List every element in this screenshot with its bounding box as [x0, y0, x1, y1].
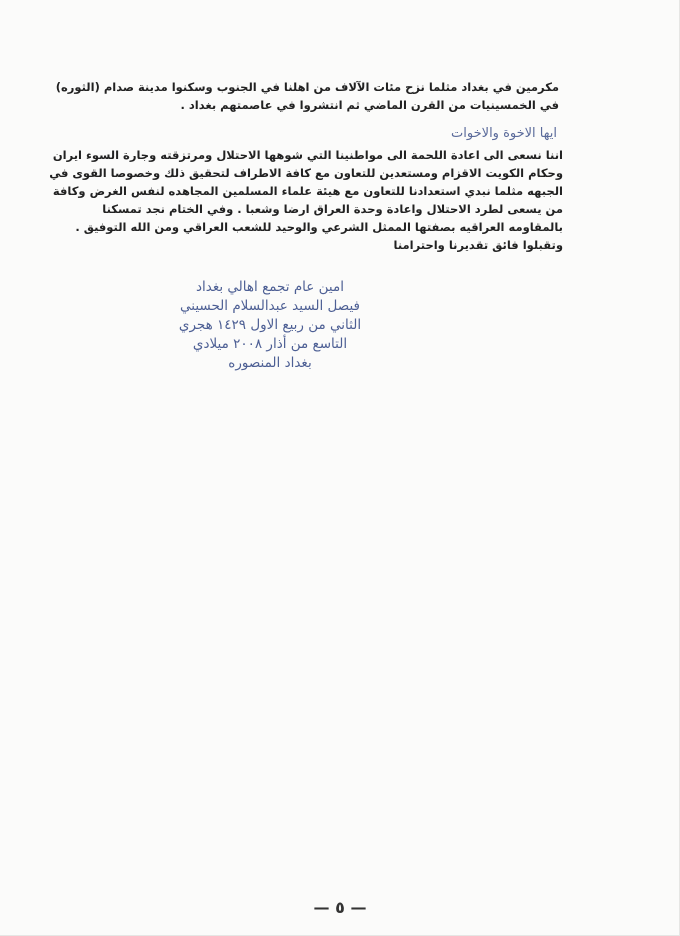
greeting-heading: ايها الاخوة والاخوات: [451, 126, 557, 141]
text-line: من يسعى لطرد الاحتلال واعادة وحدة العراق ارضا وشعبا . وفي الختام نجد تمسكنا: [102, 202, 563, 216]
text-line: في الخمسينيات من القرن الماضي ثم انتشروا في عاصمتهم بغداد .: [180, 98, 559, 112]
text-line: وتقبلوا فائق تقديرنا واحترامنا: [393, 238, 563, 252]
page-number: — ٥ —: [313, 898, 367, 917]
text-line: اننا نسعى الى اعادة اللحمة الى مواطنينا التي شوهها الاحتلال ومرتزقته وجارة السوء ايران: [52, 148, 563, 162]
text-line: وحكام الكويت الاقزام ومستعدين للتعاون مع كافة الاطراف لتحقيق ذلك وخصوصا القوى في: [49, 166, 563, 180]
signature-block: [170, 278, 370, 373]
signature-name: فيصل السيد عبدالسلام الحسيني: [180, 298, 360, 314]
text-line: الجبهه مثلما نبدي استعدادنا للتعاون مع هيئة علماء المسلمين المجاهده لنفس الغرض وكافة: [52, 184, 563, 198]
signature-location: بغداد المنصوره: [228, 355, 312, 371]
body-paragraph: [49, 146, 563, 254]
intro-paragraph: [55, 78, 559, 114]
signature-hijri-date: الثاني من ربيع الاول ١٤٢٩ هجري: [178, 317, 362, 333]
text-line: بالمقاومه العراقيه بصفتها الممثل الشرعي والوحيد للشعب العراقي ومن الله التوفيق .: [75, 220, 563, 234]
signature-gregorian-date: التاسع من أذار ٢٠٠٨ ميلادي: [192, 336, 348, 352]
text-line: مكرمين في بغداد مثلما نزح مئات الآلاف من اهلنا في الجنوب وسكنوا مدينة صدام (الثوره): [55, 80, 559, 94]
signature-title: امين عام تجمع اهالي بغداد: [196, 279, 344, 295]
